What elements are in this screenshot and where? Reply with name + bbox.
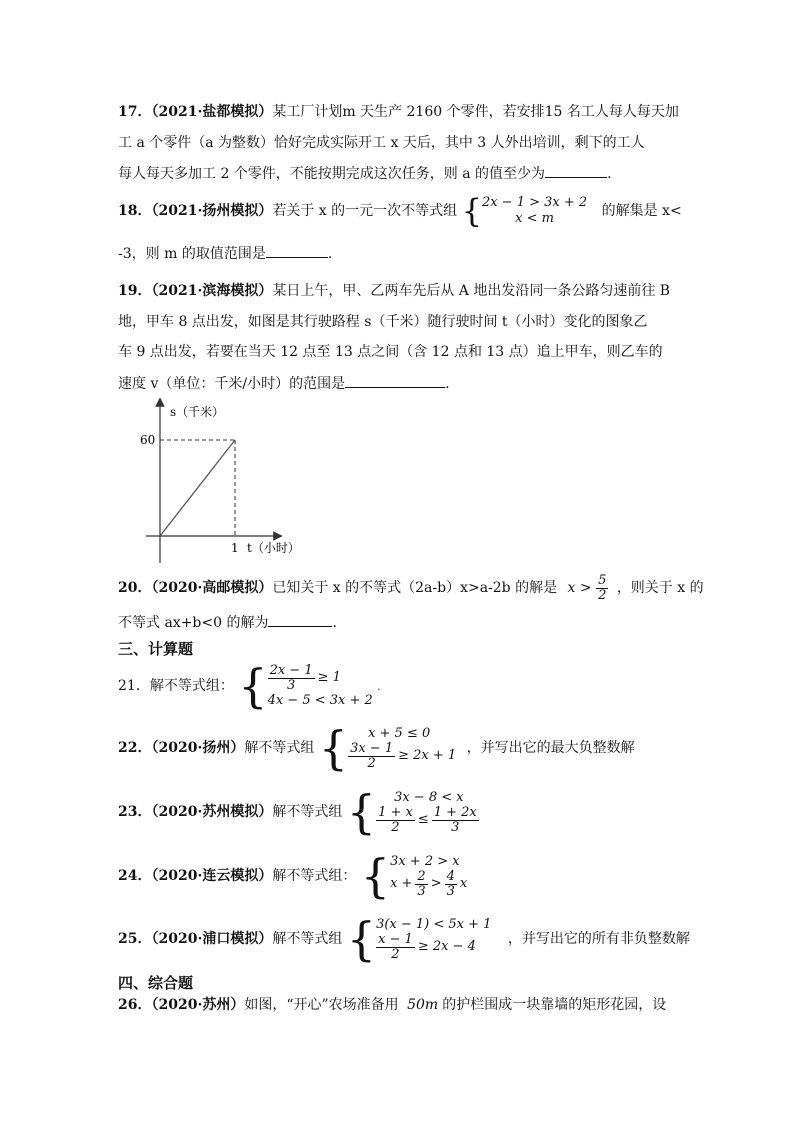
q23-source: 23．（2020·苏州模拟） — [118, 804, 273, 820]
q20-ineq: x > — [567, 580, 592, 596]
q26-text-a: 如图，“开心”农场准备用 — [244, 997, 399, 1013]
q18-answer-blank[interactable] — [266, 243, 328, 258]
q21-line — [118, 659, 381, 713]
q25-frac-den: 2 — [391, 946, 400, 962]
x-axis-label: t（小时） — [247, 541, 300, 555]
q23-le: ≤ — [417, 812, 429, 827]
q17-line-1 — [118, 102, 679, 122]
q21-source: 21．解不等式组： — [118, 678, 234, 694]
q24-system — [360, 849, 468, 903]
q26-text-b: 的护栏围成一块靠墙的矩形花园，设 — [442, 997, 667, 1013]
q19-graph — [130, 398, 310, 568]
q26-source: 26．（2020·苏州） — [118, 997, 245, 1013]
q25-source: 25．（2020·浦口模拟） — [118, 931, 273, 947]
q20-line-2 — [118, 612, 337, 633]
q25-frac-num: x − 1 — [378, 931, 413, 947]
q17-line-2: 工 a 个零件（a 为整数）恰好完成实际开工 x 天后，其中 3 人外出培训，剩下的工人 — [118, 135, 645, 151]
q17-text-1: 某工厂计划m 天生产 2160 个零件，若安排15 名工人每人每天加 — [272, 104, 679, 120]
q18-brace: { — [461, 192, 482, 230]
q17-text-3: 每人每天多加工 2 个零件，不能按期完成这次任务，则 a 的值至少为 — [118, 166, 546, 182]
q25-system — [346, 912, 492, 966]
q21-row-2: 4x − 5 < 3x + 2 — [267, 692, 373, 708]
q17-source: 17．（2021·盐都模拟） — [118, 104, 273, 120]
q20-line-1 — [118, 573, 704, 603]
q17-line-3 — [118, 163, 612, 184]
q24-brace: { — [360, 849, 391, 903]
q21-system — [238, 659, 373, 713]
q23-line — [118, 786, 479, 838]
q25-brace: { — [346, 912, 377, 966]
q23-system — [346, 785, 479, 839]
q22-frac-den: 2 — [367, 755, 376, 771]
section-4-title: 四、综合题 — [118, 974, 194, 992]
q25-text-post: ，并写出它的所有非负整数解 — [507, 931, 690, 947]
q19-answer-blank[interactable] — [345, 373, 445, 388]
q24-frac2-num: 4 — [446, 868, 455, 884]
q23-row-2 — [376, 806, 479, 835]
q24-line — [118, 850, 467, 902]
q18-system — [461, 192, 588, 230]
q25-text-pre: 解不等式组 — [272, 931, 343, 947]
q18-period: . — [327, 246, 333, 262]
q17-answer-blank[interactable] — [545, 163, 607, 178]
q21-row-1 — [268, 664, 373, 693]
q24-row-2 — [390, 870, 467, 899]
q24-frac1-den: 3 — [417, 883, 426, 899]
q20-fraction — [596, 574, 608, 603]
q21-frac-den: 3 — [286, 677, 296, 693]
q22-line — [118, 722, 635, 774]
q22-text-post: ，并写出它的最大负整数解 — [466, 740, 635, 756]
q19-period: . — [445, 376, 450, 392]
q23-frac1-den: 2 — [391, 819, 400, 835]
q23-frac1-num: 1 + x — [378, 804, 413, 820]
q24-source: 24．（2020·连云模拟） — [118, 868, 273, 884]
q26-length: 50m — [407, 997, 439, 1013]
q20-text-2: 不等式 ax+b<0 的解为 — [118, 615, 269, 631]
q23-frac2-den: 3 — [451, 819, 460, 835]
q24-frac1-num: 2 — [417, 868, 426, 884]
q24-frac2-den: 3 — [446, 883, 455, 899]
q25-row-1: 3(x − 1) < 5x + 1 — [376, 916, 492, 932]
q22-source: 22．（2020·扬州） — [118, 740, 245, 756]
q18-text-post: 的解集是 x< — [601, 203, 682, 219]
q26-line-1 — [118, 995, 666, 1015]
q20-frac-den: 2 — [598, 587, 607, 603]
q22-row-2-tail: ≥ 2x + 1 — [398, 748, 457, 763]
q19-line-1 — [118, 281, 670, 301]
q24-gt: > — [430, 876, 442, 891]
q22-brace: { — [318, 721, 349, 775]
q25-row-2-tail: ≥ 2x − 4 — [417, 939, 476, 954]
q18-text-pre: 若关于 x 的一元一次不等式组 — [272, 203, 458, 219]
q23-brace: { — [346, 785, 377, 839]
q19-line-4 — [118, 373, 450, 394]
q25-line — [118, 912, 690, 966]
q24-row-2-b: x — [459, 876, 468, 891]
q22-row-2 — [348, 742, 456, 771]
q19-text-4: 速度 v（单位：千米/小时）的范围是 — [118, 376, 346, 392]
section-3-title: 三、计算题 — [118, 640, 194, 658]
q20-text-1: 已知关于 x 的不等式（2a-b）x>a-2b 的解是 — [272, 580, 558, 596]
q22-text-pre: 解不等式组 — [244, 740, 315, 756]
q17-period: . — [607, 166, 612, 182]
q21-brace: { — [238, 659, 268, 713]
y-tick-60: 60 — [140, 433, 156, 447]
x-tick-1: 1 — [231, 541, 239, 555]
q25-row-2 — [376, 933, 491, 962]
q20-answer-blank[interactable] — [268, 612, 332, 627]
line-segment — [160, 440, 235, 536]
q24-row-1: 3x + 2 > x — [390, 853, 460, 869]
q20-source: 20．（2020·高邮模拟） — [118, 580, 273, 596]
q20-period: . — [332, 615, 337, 631]
q21-row-1-tail: ≥ 1 — [317, 670, 341, 685]
q23-frac2-num: 1 + 2x — [433, 804, 477, 820]
q18-row-1: 2x − 1 > 3x + 2 — [481, 195, 588, 210]
y-axis-label: s（千米） — [170, 405, 225, 419]
q22-frac-num: 3x − 1 — [350, 740, 394, 756]
q21-frac-num: 2x − 1 — [269, 662, 313, 678]
q18-source: 18．（2021·扬州模拟） — [118, 203, 273, 219]
q23-text-pre: 解不等式组 — [272, 804, 343, 820]
q20-text-post: ，则关于 x 的 — [616, 580, 704, 596]
q18-text-2: -3，则 m 的取值范围是 — [118, 246, 266, 262]
q22-row-1: x + 5 ≤ 0 — [368, 725, 431, 741]
q23-row-1: 3x − 8 < x — [394, 789, 464, 805]
q20-frac-num: 5 — [598, 572, 607, 588]
q24-row-2-a: x + — [390, 876, 413, 891]
q18-line-1 — [118, 194, 682, 228]
q19-line-2: 地，甲车 8 点出发，如图是其行驶路程 s（千米）随行驶时间 t（小时）变化的图象乙 — [118, 314, 648, 330]
q19-line-3: 车 9 点出发，若要在当天 12 点至 13 点之间（含 12 点和 13 点）追上甲车，则乙车的 — [118, 344, 663, 360]
q21-period: . — [377, 682, 381, 693]
q19-source: 19．（2021·滨海模拟） — [118, 283, 273, 299]
q18-row-2: x < m — [515, 211, 554, 226]
q24-text-pre: 解不等式组： — [272, 868, 357, 884]
q22-system — [318, 721, 457, 775]
q18-line-2 — [118, 243, 332, 264]
q19-text-1: 某日上午，甲、乙两车先后从 A 地出发沿同一条公路匀速前往 B — [272, 283, 671, 299]
